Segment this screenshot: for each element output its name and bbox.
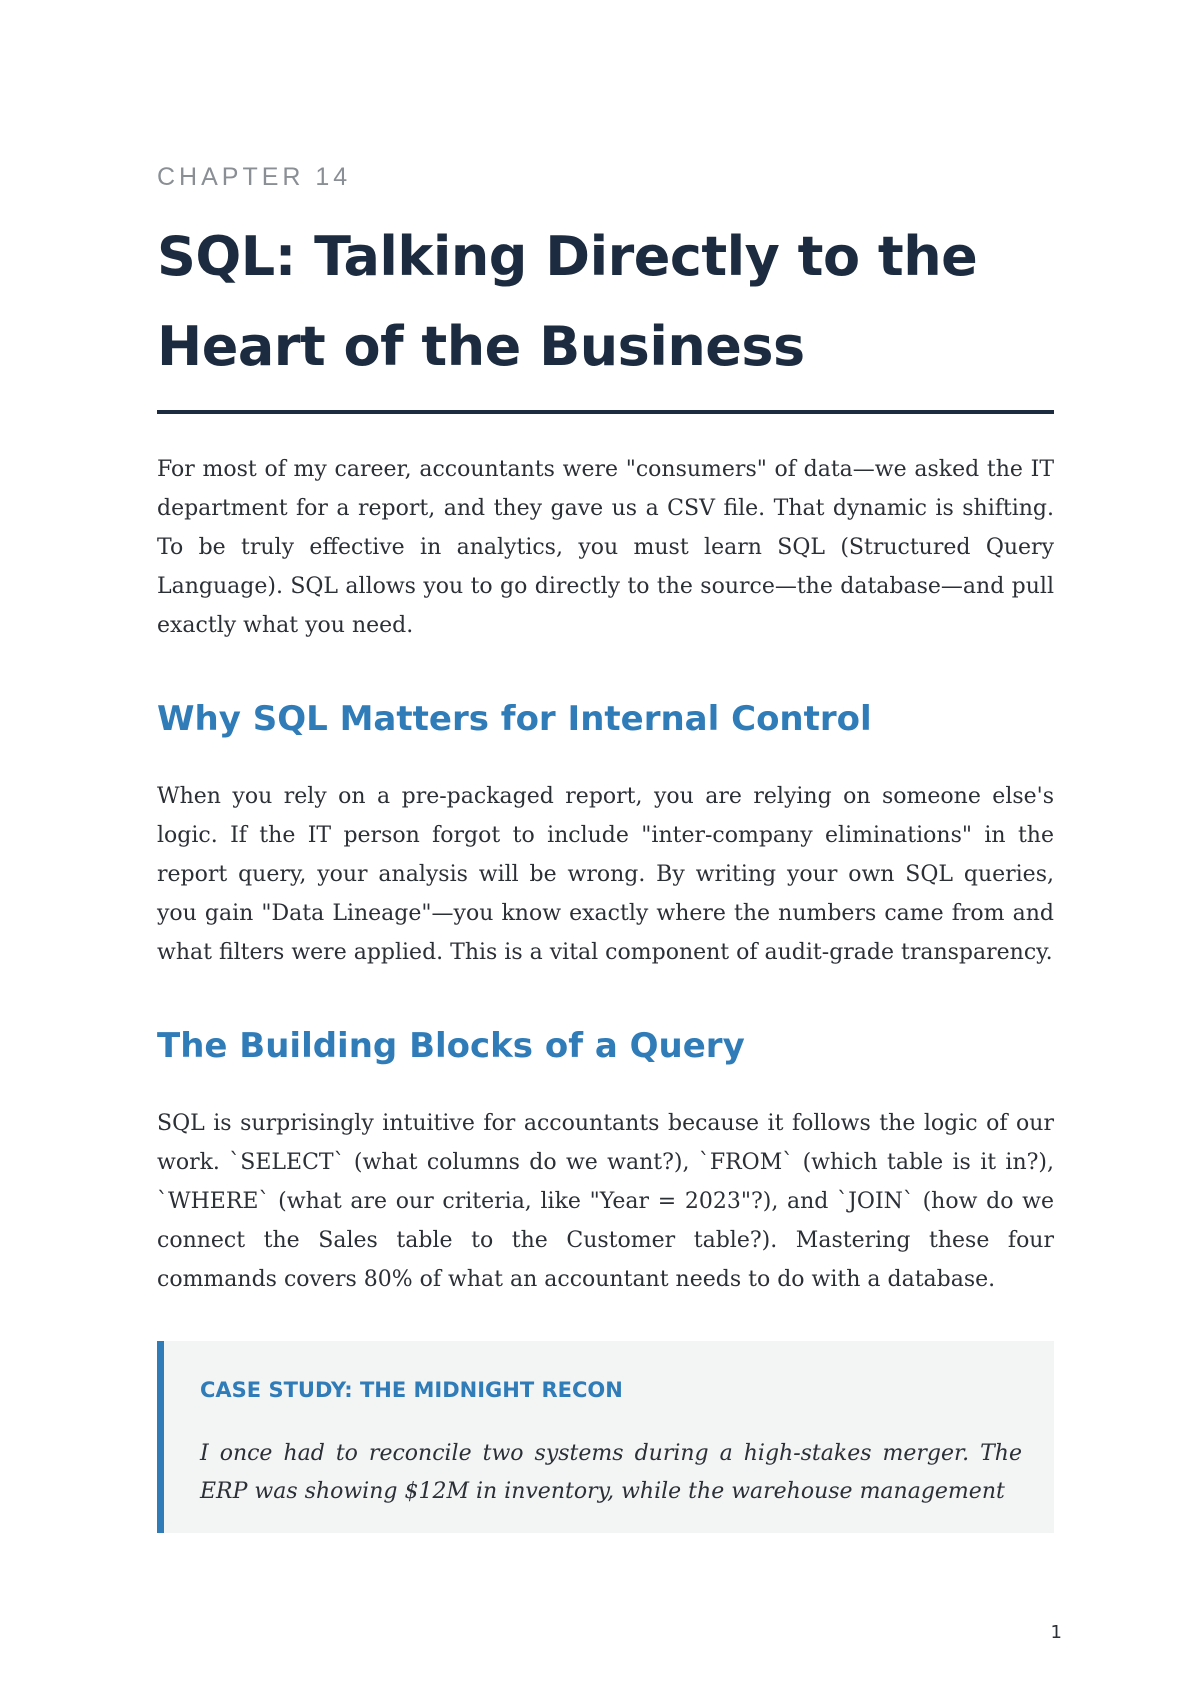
page-content <box>157 160 1054 1533</box>
section-paragraph-internal-control: When you rely on a pre-packaged report, you are relying on someone else's logic. If the IT person forgot to include "inter-company eliminations" in the report query, your analysis will be wrong. By writing your own SQL queries, you gain "Data Lineage"—you know exactly where the numbers came from and what filters were applied. This is a vital component of audit-grade transparency. <box>157 784 1054 965</box>
intro-paragraph: For most of my career, accountants were "consumers" of data—we asked the IT department for a report, and they gave us a CSV file. That dynamic is shifting. To be truly effective in analytics, you must learn SQL (Structured Query Language). SQL allows you to go directly to the source—the database—and pull exactly what you need. <box>157 457 1054 638</box>
page-number: 1 <box>1050 1622 1062 1643</box>
title-divider <box>157 410 1054 414</box>
case-study-text: I once had to reconcile two systems during a high-stakes merger. The ERP was showing $12M in inventory, while the warehouse management <box>200 1441 1022 1504</box>
section-heading-internal-control: Why SQL Matters for Internal Control <box>157 699 872 739</box>
case-study-title: CASE STUDY: THE MIDNIGHT RECON <box>200 1378 623 1402</box>
chapter-title: SQL: Talking Directly to the Heart of the Business <box>157 225 978 378</box>
section-paragraph-building-blocks: SQL is surprisingly intuitive for accountants because it follows the logic of our work. `SELECT` (what columns do we want?), `FROM` (which table is it in?), `WHERE` (what are our criteria, like "Year = 2023"?), and `JOIN` (how do we connect the Sales table to the Customer table?). Mastering these four commands covers 80% of what an accountant needs to do with a database. <box>157 1111 1054 1292</box>
chapter-label: CHAPTER 14 <box>157 163 352 191</box>
case-study-box <box>157 1341 1054 1533</box>
section-heading-building-blocks: The Building Blocks of a Query <box>157 1026 745 1066</box>
